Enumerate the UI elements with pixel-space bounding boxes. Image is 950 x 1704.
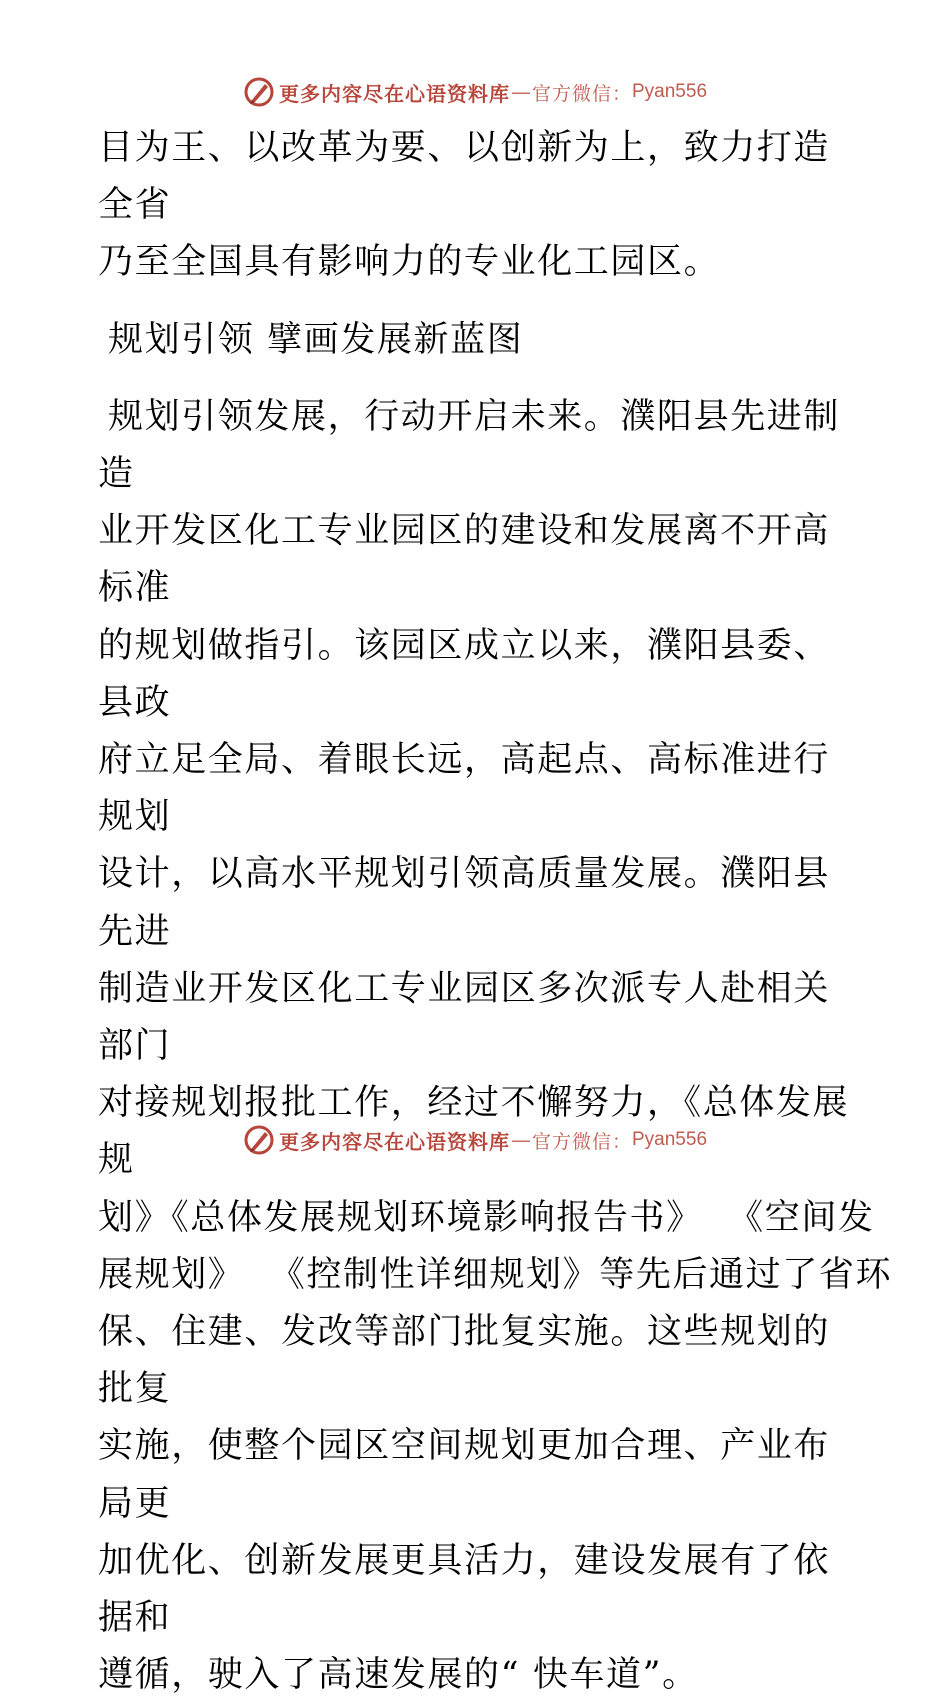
body-line: 府立足全局、着眼长远，高起点、高标准进行规划 xyxy=(98,740,831,838)
body-line: 乃至全国具有影响力的专业化工园区。 xyxy=(98,242,721,283)
body-line: 实施，使整个园区空间规划更加合理、产业布局更 xyxy=(98,1426,831,1524)
body-line: 规划引领发展，行动开启未来。濮阳县先进制造 xyxy=(98,396,841,495)
footer-brand-text: 更多内容尽在心语资料库 xyxy=(278,1129,510,1154)
pen-logo-icon xyxy=(243,1124,275,1156)
document-body xyxy=(98,120,893,1704)
footer-separator: — xyxy=(510,1128,531,1152)
footer-banner xyxy=(0,1120,950,1160)
body-line: 保、住建、发改等部门批复实施。这些规划的批复 xyxy=(98,1312,831,1410)
header-wechat-label: 官方微信： xyxy=(531,82,632,105)
footer-wechat-label: 官方微信： xyxy=(531,1130,632,1153)
body-line: 展规划》 《控制性详细规划》等先后通过了省环 xyxy=(98,1254,893,1295)
body-line: 加优化、创新发展更具活力，建设发展有了依据和 xyxy=(98,1540,831,1639)
body-line: 设计，以高水平规划引领高质量发展。濮阳县先进 xyxy=(98,854,831,952)
header-banner xyxy=(0,72,950,112)
body-line: 制造业开发区化工专业园区多次派专人赴相关部门 xyxy=(98,968,831,1067)
body-line: 遵循，驶入了高速发展的“ 快车道”。 xyxy=(98,1655,699,1696)
body-line: 目为王、以改革为要、以创新为上，致力打造全省 xyxy=(98,128,831,226)
section-heading: 规划引领 擘画发展新蓝图 xyxy=(108,319,524,360)
body-line: 业开发区化工专业园区的建设和发展离不开高标准 xyxy=(98,511,831,609)
header-wechat-id: Pyan556 xyxy=(632,81,708,102)
header-separator: — xyxy=(510,80,531,104)
body-line: 划》《总体发展规划环境影响报告书》 《空间发 xyxy=(98,1197,875,1238)
footer-wechat-id: Pyan556 xyxy=(632,1129,708,1150)
header-brand-text: 更多内容尽在心语资料库 xyxy=(278,81,510,106)
body-line: 对接规划报批工作，经过不懈努力，《总体发展规 xyxy=(98,1083,850,1181)
paragraph xyxy=(98,389,893,1704)
body-line: 的规划做指引。该园区成立以来，濮阳县委、县政 xyxy=(98,625,831,723)
pen-logo-icon xyxy=(243,76,275,108)
